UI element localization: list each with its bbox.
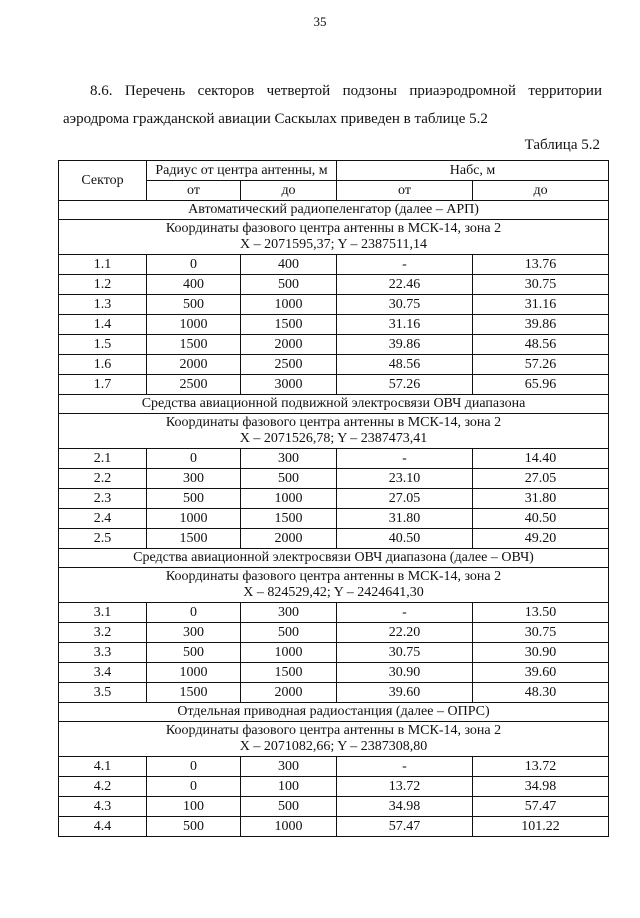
cell-radius-to: 1500 xyxy=(241,663,337,683)
cell-habs-from: 48.56 xyxy=(337,355,473,375)
cell-habs-from: 30.90 xyxy=(337,663,473,683)
cell-habs-from: 39.86 xyxy=(337,335,473,355)
cell-radius-from: 500 xyxy=(147,295,241,315)
cell-sector: 2.5 xyxy=(59,529,147,549)
cell-sector: 1.5 xyxy=(59,335,147,355)
cell-radius-from: 500 xyxy=(147,643,241,663)
cell-habs-from: 31.16 xyxy=(337,315,473,335)
cell-sector: 3.5 xyxy=(59,683,147,703)
cell-radius-to: 500 xyxy=(241,797,337,817)
page-number: 35 xyxy=(313,14,327,29)
table-row xyxy=(59,295,609,315)
section-title: Средства авиационной электросвязи ОВЧ диапазона (далее – ОВЧ) xyxy=(59,549,609,568)
cell-habs-to: 30.75 xyxy=(473,275,609,295)
header-radius-from: от xyxy=(147,181,241,201)
cell-habs-from: 34.98 xyxy=(337,797,473,817)
cell-radius-to: 2000 xyxy=(241,335,337,355)
header-radius-to: до xyxy=(241,181,337,201)
cell-sector: 1.2 xyxy=(59,275,147,295)
cell-radius-to: 1000 xyxy=(241,295,337,315)
cell-sector: 2.4 xyxy=(59,509,147,529)
header-radius: Радиус от центра антенны, м xyxy=(147,161,337,181)
section-coordinates-row xyxy=(59,722,609,757)
cell-sector: 2.3 xyxy=(59,489,147,509)
cell-sector: 1.4 xyxy=(59,315,147,335)
header-habs-to: до xyxy=(473,181,609,201)
cell-radius-from: 1000 xyxy=(147,509,241,529)
section-title-row xyxy=(59,395,609,414)
cell-radius-to: 300 xyxy=(241,449,337,469)
section-title: Отдельная приводная радиостанция (далее – ОПРС) xyxy=(59,703,609,722)
cell-radius-to: 500 xyxy=(241,275,337,295)
section-coordinates xyxy=(59,220,609,255)
cell-habs-to: 31.80 xyxy=(473,489,609,509)
section-title: Средства авиационной подвижной электросвязи ОВЧ диапазона xyxy=(59,395,609,414)
cell-habs-to: 57.47 xyxy=(473,797,609,817)
cell-habs-to: 39.60 xyxy=(473,663,609,683)
cell-habs-to: 48.30 xyxy=(473,683,609,703)
cell-radius-from: 1000 xyxy=(147,663,241,683)
cell-radius-from: 0 xyxy=(147,449,241,469)
section-title-row xyxy=(59,549,609,568)
coordinates-values: X – 2071595,37; Y – 2387511,14 xyxy=(239,237,428,252)
header-habs-from: от xyxy=(337,181,473,201)
cell-habs-from: 57.26 xyxy=(337,375,473,395)
table-row xyxy=(59,335,609,355)
coordinates-description: Координаты фазового центра антенны в МСК-14, зона 2 xyxy=(165,221,502,236)
cell-radius-to: 400 xyxy=(241,255,337,275)
cell-habs-from: 23.10 xyxy=(337,469,473,489)
cell-habs-to: 49.20 xyxy=(473,529,609,549)
cell-habs-from: 39.60 xyxy=(337,683,473,703)
cell-radius-to: 2000 xyxy=(241,683,337,703)
cell-sector: 3.4 xyxy=(59,663,147,683)
cell-habs-from: 30.75 xyxy=(337,295,473,315)
cell-habs-from: - xyxy=(337,757,473,777)
cell-habs-to: 13.50 xyxy=(473,603,609,623)
cell-radius-to: 500 xyxy=(241,469,337,489)
table-row xyxy=(59,449,609,469)
section-coordinates-row xyxy=(59,220,609,255)
cell-radius-to: 2000 xyxy=(241,529,337,549)
cell-radius-to: 2500 xyxy=(241,355,337,375)
cell-radius-from: 1500 xyxy=(147,683,241,703)
cell-habs-to: 40.50 xyxy=(473,509,609,529)
table-row xyxy=(59,623,609,643)
cell-radius-from: 500 xyxy=(147,817,241,837)
sectors-table xyxy=(58,160,609,837)
section-title-row xyxy=(59,703,609,722)
table-row xyxy=(59,757,609,777)
cell-habs-from: 22.46 xyxy=(337,275,473,295)
section-coordinates-row xyxy=(59,568,609,603)
cell-radius-to: 1000 xyxy=(241,817,337,837)
coordinates-description: Координаты фазового центра антенны в МСК-14, зона 2 xyxy=(165,415,502,430)
table-row xyxy=(59,817,609,837)
cell-radius-to: 3000 xyxy=(241,375,337,395)
cell-radius-from: 1500 xyxy=(147,335,241,355)
cell-sector: 1.7 xyxy=(59,375,147,395)
table-row xyxy=(59,255,609,275)
cell-radius-to: 1500 xyxy=(241,509,337,529)
cell-habs-from: 31.80 xyxy=(337,509,473,529)
coordinates-values: X – 824529,42; Y – 2424641,30 xyxy=(243,585,424,600)
cell-radius-to: 1500 xyxy=(241,315,337,335)
cell-radius-from: 500 xyxy=(147,489,241,509)
cell-habs-from: 13.72 xyxy=(337,777,473,797)
table-row xyxy=(59,315,609,335)
cell-sector: 4.1 xyxy=(59,757,147,777)
cell-habs-to: 13.72 xyxy=(473,757,609,777)
cell-habs-to: 30.75 xyxy=(473,623,609,643)
table-row xyxy=(59,603,609,623)
cell-sector: 2.2 xyxy=(59,469,147,489)
cell-radius-from: 1500 xyxy=(147,529,241,549)
cell-habs-to: 101.22 xyxy=(473,817,609,837)
cell-sector: 4.4 xyxy=(59,817,147,837)
cell-habs-from: 40.50 xyxy=(337,529,473,549)
cell-sector: 1.1 xyxy=(59,255,147,275)
intro-paragraph-line-2: аэродрома гражданской авиации Саскылах приведен в таблице 5.2 xyxy=(63,111,488,127)
coordinates-values: X – 2071082,66; Y – 2387308,80 xyxy=(239,739,428,754)
table-body xyxy=(59,201,609,837)
cell-radius-to: 300 xyxy=(241,757,337,777)
cell-radius-from: 0 xyxy=(147,255,241,275)
cell-habs-to: 39.86 xyxy=(473,315,609,335)
coordinates-description: Координаты фазового центра антенны в МСК-14, зона 2 xyxy=(165,569,502,584)
table-row xyxy=(59,489,609,509)
cell-radius-from: 300 xyxy=(147,623,241,643)
table-row xyxy=(59,529,609,549)
cell-sector: 3.2 xyxy=(59,623,147,643)
table-row xyxy=(59,663,609,683)
table-row xyxy=(59,375,609,395)
table-row xyxy=(59,509,609,529)
cell-habs-to: 30.90 xyxy=(473,643,609,663)
table-row xyxy=(59,355,609,375)
cell-sector: 1.6 xyxy=(59,355,147,375)
cell-habs-to: 34.98 xyxy=(473,777,609,797)
table-row xyxy=(59,643,609,663)
cell-habs-to: 65.96 xyxy=(473,375,609,395)
cell-radius-to: 1000 xyxy=(241,643,337,663)
section-coordinates xyxy=(59,414,609,449)
table-caption: Таблица 5.2 xyxy=(524,137,600,153)
cell-radius-to: 300 xyxy=(241,603,337,623)
cell-habs-from: 27.05 xyxy=(337,489,473,509)
cell-radius-from: 0 xyxy=(147,603,241,623)
cell-habs-to: 27.05 xyxy=(473,469,609,489)
section-coordinates-row xyxy=(59,414,609,449)
cell-habs-from: 30.75 xyxy=(337,643,473,663)
cell-habs-to: 14.40 xyxy=(473,449,609,469)
table-row xyxy=(59,275,609,295)
table-row xyxy=(59,797,609,817)
cell-habs-from: 22.20 xyxy=(337,623,473,643)
cell-sector: 4.3 xyxy=(59,797,147,817)
cell-habs-to: 48.56 xyxy=(473,335,609,355)
cell-radius-to: 100 xyxy=(241,777,337,797)
cell-radius-from: 2500 xyxy=(147,375,241,395)
section-coordinates xyxy=(59,568,609,603)
header-sector: Сектор xyxy=(59,161,147,201)
cell-radius-to: 500 xyxy=(241,623,337,643)
cell-sector: 3.3 xyxy=(59,643,147,663)
intro-paragraph-line-1: 8.6. Перечень секторов четвертой подзоны приаэродромной территории xyxy=(90,83,602,99)
cell-radius-from: 0 xyxy=(147,777,241,797)
cell-habs-to: 57.26 xyxy=(473,355,609,375)
coordinates-values: X – 2071526,78; Y – 2387473,41 xyxy=(239,431,428,446)
section-coordinates xyxy=(59,722,609,757)
cell-radius-from: 400 xyxy=(147,275,241,295)
section-title: Автоматический радиопеленгатор (далее – АРП) xyxy=(59,201,609,220)
cell-sector: 3.1 xyxy=(59,603,147,623)
cell-sector: 2.1 xyxy=(59,449,147,469)
coordinates-description: Координаты фазового центра антенны в МСК-14, зона 2 xyxy=(165,723,502,738)
cell-sector: 4.2 xyxy=(59,777,147,797)
cell-radius-from: 2000 xyxy=(147,355,241,375)
cell-radius-from: 0 xyxy=(147,757,241,777)
section-title-row xyxy=(59,201,609,220)
cell-radius-to: 1000 xyxy=(241,489,337,509)
table-row xyxy=(59,469,609,489)
cell-habs-to: 31.16 xyxy=(473,295,609,315)
cell-habs-from: - xyxy=(337,255,473,275)
cell-sector: 1.3 xyxy=(59,295,147,315)
cell-habs-from: 57.47 xyxy=(337,817,473,837)
cell-habs-from: - xyxy=(337,449,473,469)
cell-radius-from: 1000 xyxy=(147,315,241,335)
cell-habs-from: - xyxy=(337,603,473,623)
cell-radius-from: 100 xyxy=(147,797,241,817)
cell-radius-from: 300 xyxy=(147,469,241,489)
header-habs: Набс, м xyxy=(337,161,609,181)
cell-habs-to: 13.76 xyxy=(473,255,609,275)
table-row xyxy=(59,683,609,703)
table-row xyxy=(59,777,609,797)
